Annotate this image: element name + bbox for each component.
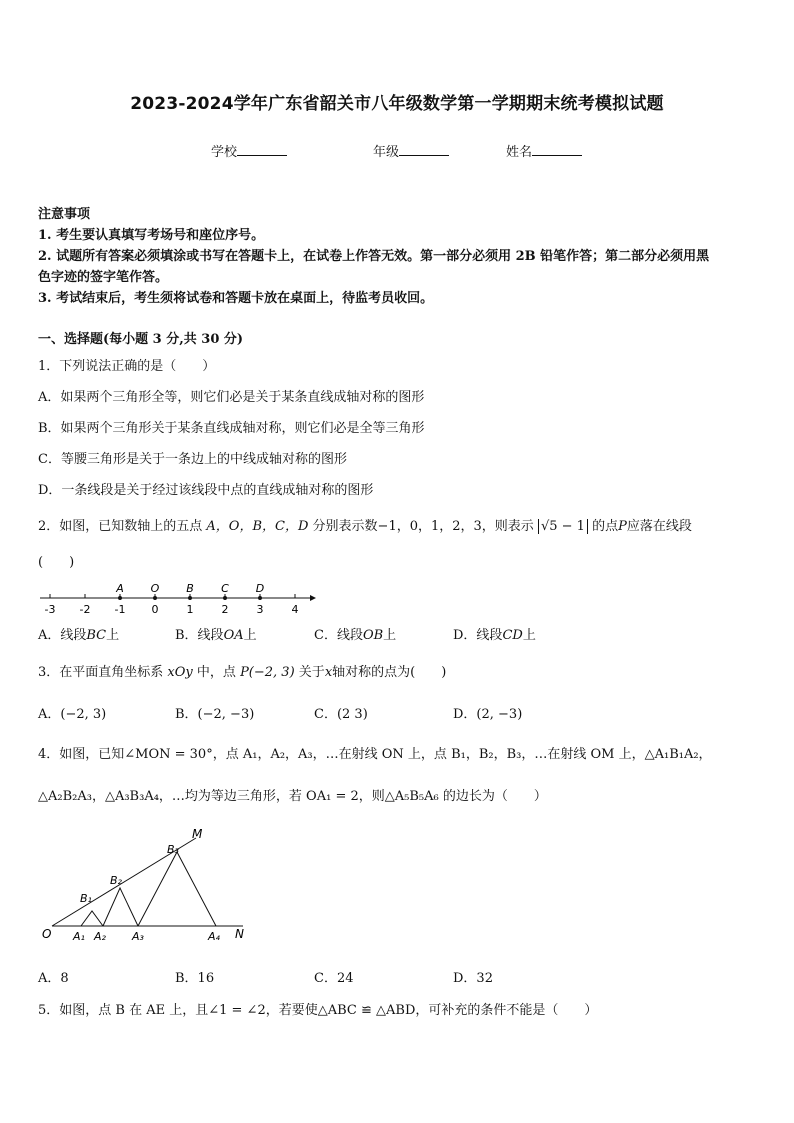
- q2-stem-end: 应落在线段: [626, 519, 692, 534]
- axis-point: [258, 596, 262, 600]
- note-item: 3. 考试结束后，考生须将试卷和答题卡放在桌面上，待监考员收回。: [38, 291, 434, 306]
- q1-option-b: B．如果两个三角形关于某条直线成轴对称，则它们必是全等三角形: [38, 421, 425, 436]
- q2-option-c-label: C．线段: [314, 628, 363, 643]
- axis-point: [223, 596, 227, 600]
- q2-option-d: [453, 624, 536, 643]
- q2-option-b: [175, 624, 257, 643]
- number-line-arrow: [310, 595, 316, 601]
- label-a2: A₂: [94, 930, 106, 943]
- page-title: 2023-2024学年广东省韶关市八年级数学第一学期期末统考模拟试题: [130, 94, 664, 114]
- triangle-2: [103, 888, 138, 926]
- q3-stem-pre: 3．在平面直角坐标系: [38, 665, 164, 680]
- q4-option-a: A．8: [38, 971, 69, 986]
- q2-option-a-seg: BC: [86, 628, 107, 643]
- axis-tick-label: -3: [44, 603, 56, 616]
- q2-option-d-suffix: 上: [522, 628, 536, 643]
- q2-stem: [38, 515, 692, 534]
- axis-point: [153, 596, 157, 600]
- q2-option-c-suffix: 上: [383, 628, 397, 643]
- q4-stem-line2: △A₂B₂A₃，△A₃B₃A₄，…均为等边三角形，若 OA₁ = 2，则△A₅B₅A₆ 的边长为（ ）: [38, 789, 547, 804]
- section-heading: 一、选择题(每小题 3 分,共 30 分): [38, 332, 244, 347]
- note-item: 色字迹的签字笔作答。: [38, 270, 169, 285]
- axis-tick-label: -2: [79, 603, 91, 616]
- axis-point-label: C: [221, 582, 229, 595]
- q4-option-b: B．16: [175, 971, 215, 986]
- q3-stem-mid: 中，点: [196, 665, 236, 680]
- axis-tick-label: 3: [256, 603, 264, 616]
- q2-stem-pre: 2．如图，已知数轴上的五点: [38, 519, 203, 534]
- grade-field: [373, 141, 449, 160]
- q2-point-p: P: [618, 519, 627, 534]
- q2-option-b-suffix: 上: [243, 628, 257, 643]
- q2-option-d-seg: CD: [502, 628, 523, 643]
- school-field: [211, 141, 287, 160]
- q1-option-d: D．一条线段是关于经过该线段中点的直线成轴对称的图形: [38, 483, 374, 498]
- label-o: O: [42, 927, 52, 941]
- q5-stem: 5．如图，点 B 在 AE 上，且∠1 = ∠2，若要使△ABC ≌ △ABD，可补充的条件不能是（ ）: [38, 1003, 598, 1018]
- grade-blank: [399, 143, 449, 156]
- label-a3: A₃: [132, 930, 144, 943]
- axis-tick-label: 4: [291, 603, 299, 616]
- q2-option-b-label: B．线段: [175, 628, 224, 643]
- name-field: [506, 141, 582, 160]
- triangle-1: [81, 911, 103, 926]
- q3-option-c: C．(2 3): [314, 707, 368, 722]
- q2-option-c-seg: OB: [362, 628, 384, 643]
- label-m: M: [192, 827, 203, 841]
- q2-option-b-seg: OA: [223, 628, 244, 643]
- label-a4: A₄: [208, 930, 220, 943]
- q2-abs-expr: √5 − 1: [538, 519, 588, 534]
- q4-option-c: C．24: [314, 971, 354, 986]
- axis-point-label: B: [186, 582, 194, 595]
- q3-option-d: D．(2, −3): [453, 707, 523, 722]
- axis-tick-label: 2: [221, 603, 229, 616]
- q3-stem-end: 轴对称的点为( ): [332, 665, 447, 680]
- label-b2: B₂: [110, 874, 122, 887]
- q3-option-b: B．(−2, −3): [175, 707, 255, 722]
- note-item: 1. 考生要认真填写考场号和座位序号。: [38, 228, 265, 243]
- axis-point-label: D: [255, 582, 265, 595]
- number-line-figure: [36, 582, 321, 618]
- q4-option-d: D．32: [453, 971, 493, 986]
- school-blank: [237, 143, 287, 156]
- q1-stem: 1．下列说法正确的是（ ）: [38, 359, 216, 374]
- q3-stem: [38, 661, 446, 680]
- label-b3: B₃: [167, 843, 179, 856]
- q2-stem-mid: 分别表示数−1，0，1，2，3，则表示: [312, 519, 534, 534]
- school-label: 学校: [211, 145, 238, 160]
- axis-point-label: O: [150, 582, 160, 595]
- q2-option-a: [38, 624, 119, 643]
- axis-point: [188, 596, 192, 600]
- q1-option-a: A．如果两个三角形全等，则它们必是关于某条直线成轴对称的图形: [38, 390, 425, 405]
- name-label: 姓名: [506, 145, 533, 160]
- notes-heading: 注意事项: [38, 207, 91, 222]
- q2-option-a-suffix: 上: [106, 628, 120, 643]
- axis-tick-label: 0: [151, 603, 159, 616]
- q2-stem-post: 的点: [592, 519, 619, 534]
- axis-tick-label: 1: [186, 603, 194, 616]
- q2-option-a-label: A．线段: [38, 628, 87, 643]
- label-n: N: [235, 927, 244, 941]
- axis-point-label: A: [116, 582, 124, 595]
- axis-point: [118, 596, 122, 600]
- triangle-3: [138, 852, 216, 926]
- q2-option-d-label: D．线段: [453, 628, 503, 643]
- q3-axis: x: [324, 665, 333, 680]
- q3-coord-system: xOy: [167, 665, 193, 680]
- triangles-figure: [40, 824, 270, 948]
- label-a1: A₁: [73, 930, 85, 943]
- note-item: 2. 试题所有答案必须填涂或书写在答题卡上，在试卷上作答无效。第一部分必须用 2B 铅笔作答；第二部分必须用黑: [38, 249, 710, 264]
- q2-points: A，O，B，C，D: [206, 519, 309, 534]
- label-b1: B₁: [80, 892, 92, 905]
- q1-option-c: C．等腰三角形是关于一条边上的中线成轴对称的图形: [38, 452, 347, 467]
- q3-option-a: A．(−2, 3): [38, 707, 107, 722]
- q3-point: P(−2, 3): [240, 665, 295, 680]
- axis-tick-label: -1: [114, 603, 126, 616]
- grade-label: 年级: [373, 145, 400, 160]
- q2-paren: ( ): [38, 555, 75, 570]
- q4-stem-line1: 4．如图，已知∠MON = 30°，点 A₁，A₂，A₃，…在射线 ON 上，点 B₁，B₂，B₃，…在射线 OM 上，△A₁B₁A₂，: [38, 747, 712, 762]
- q2-option-c: [314, 624, 396, 643]
- q3-stem-mid2: 关于: [298, 665, 325, 680]
- name-blank: [532, 143, 582, 156]
